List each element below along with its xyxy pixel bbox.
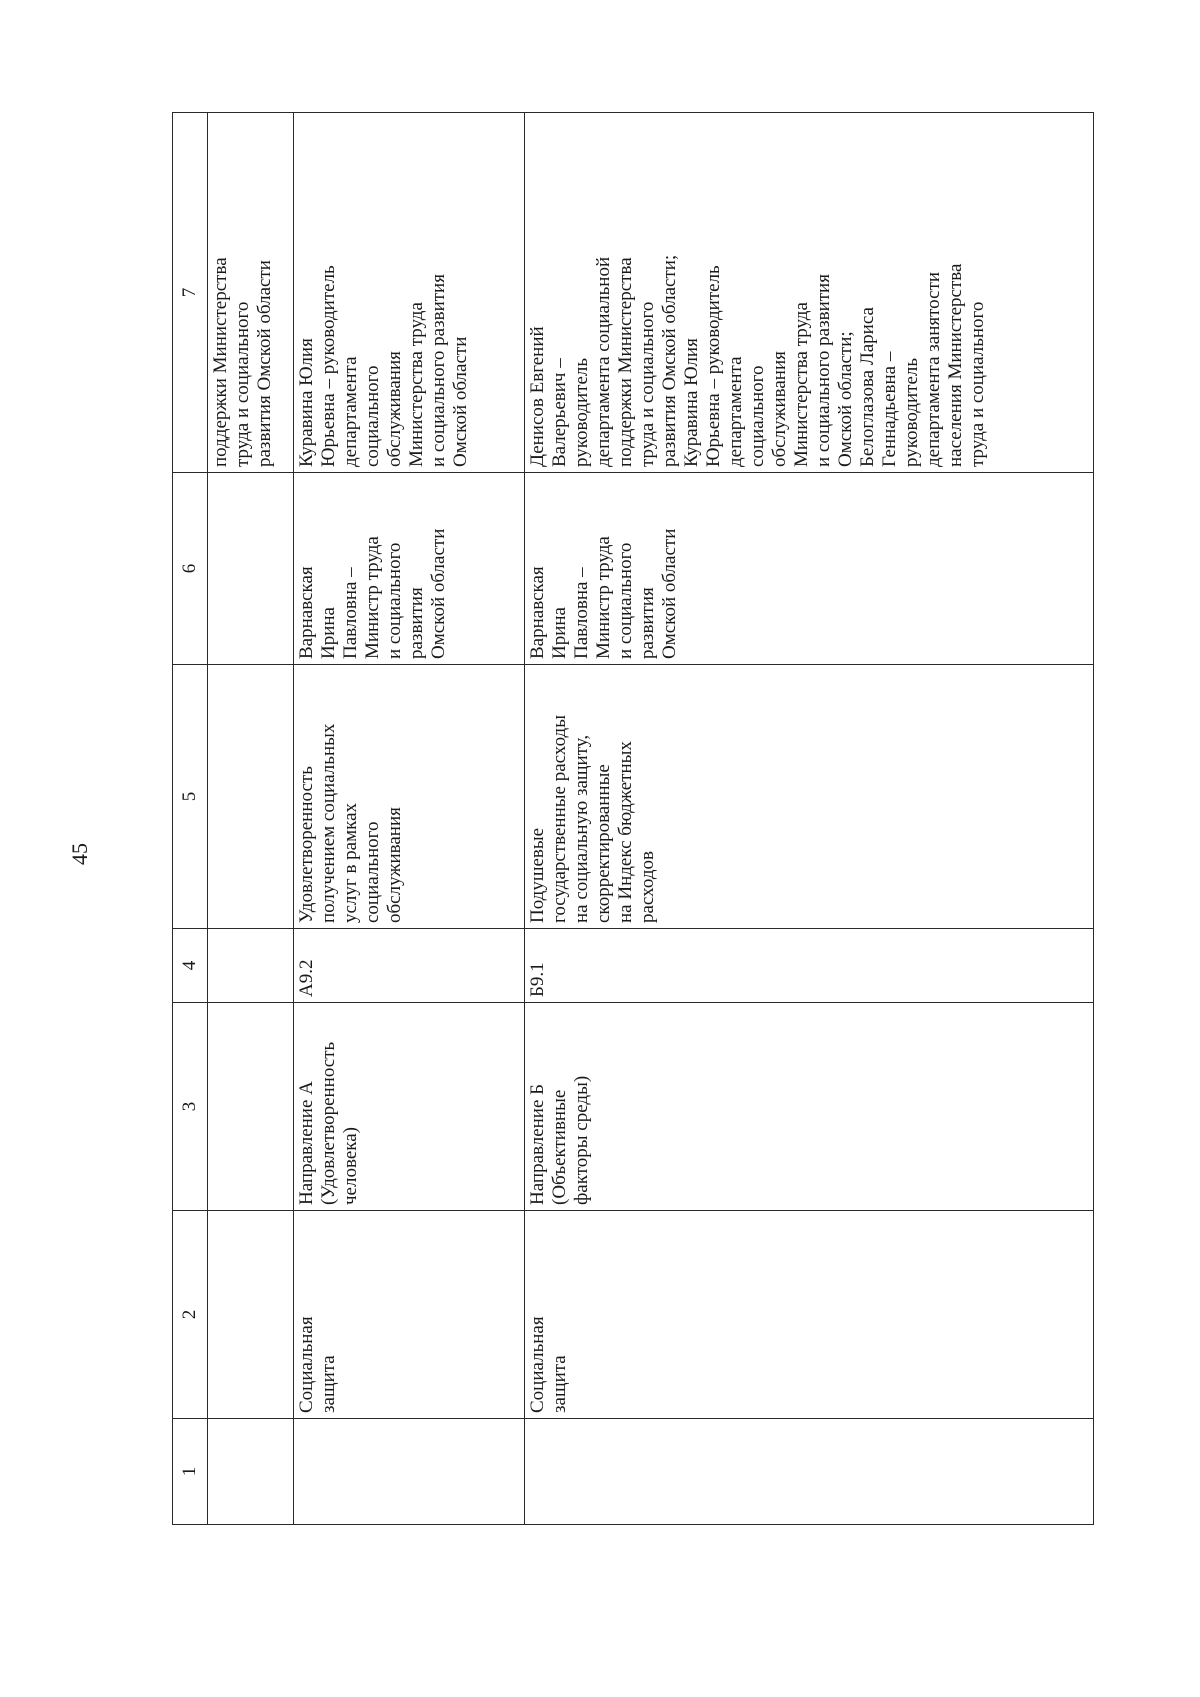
responsibility-table xyxy=(172,112,1094,1525)
sphere-cell: Социальная защита xyxy=(294,1211,525,1419)
sphere-cell: Социальная защита xyxy=(525,1211,1094,1419)
header-col-7: 7 xyxy=(173,113,208,473)
row-number-cell xyxy=(525,1419,1094,1525)
row-number-cell xyxy=(294,1419,525,1525)
indicator-name-cell: Подушевые государственные расходы на социальную защиту, скорректированные на Индекс бюджетных расходов xyxy=(525,665,1094,929)
header-col-6: 6 xyxy=(173,473,208,665)
responsible-cell: Куравина Юлия Юрьевна – руководитель департамента социального обслуживания Министерства труда и социального развития Омской области xyxy=(294,113,525,473)
responsible-cell: Денисов Евгений Валерьевич – руководитель департамента социальной поддержки Министерства труда и социального развития Омской области; Куравина Юлия Юрьевна – руководитель департамента социального обслуживания Министерства труда и социального развития Омской области; Белоглазова Лариса Геннадьевна – руководитель департамента занятости населения Министерства труда и социального xyxy=(525,113,1094,473)
continuation-responsible-cell: поддержки Министерства труда и социального развития Омской области xyxy=(208,113,294,473)
table-cell xyxy=(208,1003,294,1211)
header-col-2: 2 xyxy=(173,1211,208,1419)
table-cell xyxy=(208,1419,294,1525)
indicator-code-cell: Б9.1 xyxy=(525,929,1094,1003)
table-row xyxy=(294,113,525,1525)
table-row xyxy=(525,113,1094,1525)
table-cell xyxy=(208,665,294,929)
page-number: 45 xyxy=(67,843,92,865)
header-col-1: 1 xyxy=(173,1419,208,1525)
rotated-table-container xyxy=(172,113,1094,1525)
header-col-5: 5 xyxy=(173,665,208,929)
header-row xyxy=(173,113,208,1525)
table-wrapper xyxy=(172,113,1094,1525)
minister-cell: Варнавская Ирина Павловна – Министр труда и социального развития Омской области xyxy=(525,473,1094,665)
direction-cell: Направление А (Удовлетворенность человека) xyxy=(294,1003,525,1211)
minister-cell: Варнавская Ирина Павловна – Министр труда и социального развития Омской области xyxy=(294,473,525,665)
indicator-name-cell: Удовлетворенность получением социальных услуг в рамках социального обслуживания xyxy=(294,665,525,929)
continuation-row xyxy=(208,113,294,1525)
direction-cell: Направление Б (Объективные факторы среды) xyxy=(525,1003,1094,1211)
table-cell xyxy=(208,473,294,665)
header-col-3: 3 xyxy=(173,1003,208,1211)
indicator-code-cell: А9.2 xyxy=(294,929,525,1003)
table-cell xyxy=(208,1211,294,1419)
table-cell xyxy=(208,929,294,1003)
header-col-4: 4 xyxy=(173,929,208,1003)
